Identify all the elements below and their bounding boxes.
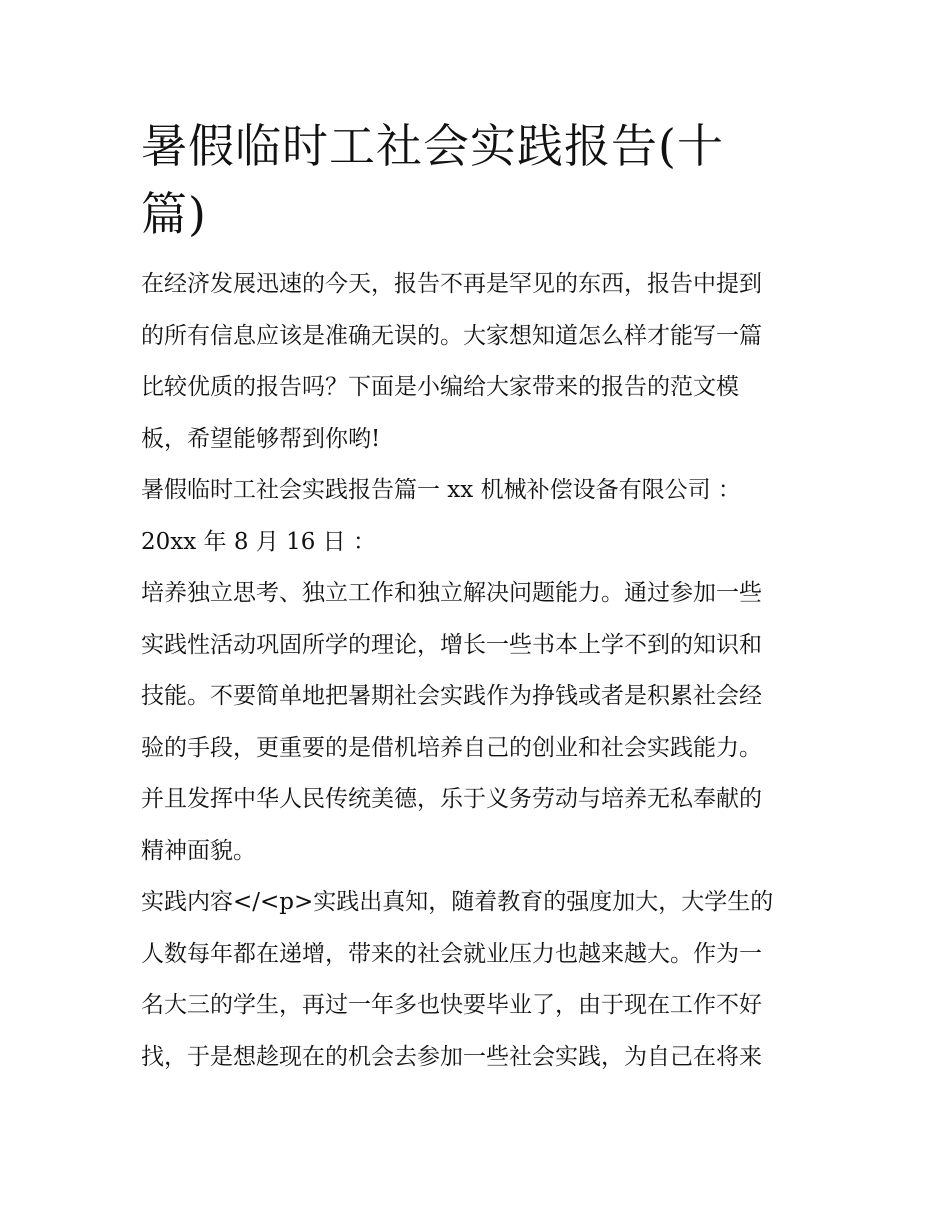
paragraph-line: 的所有信息应该是准确无误的。大家想知道怎么样才能写一篇 — [141, 322, 762, 349]
title-line: 暑假临时工社会实践报告(十 — [141, 119, 724, 173]
paragraph-line: 技能。不要简单地把暑期社会实践作为挣钱或者是积累社会经 — [141, 683, 762, 709]
paragraph-line: 实践内容</<p>实践出真知，随着教育的强度加大，大学生的 — [141, 889, 774, 915]
paragraph-line: 精神面貌。 — [141, 837, 256, 864]
document-title — [141, 112, 813, 248]
paragraph-line: 实践性活动巩固所学的理论，增长一些书本上学不到的知识和 — [141, 631, 762, 658]
paragraph-line: 比较优质的报告吗？下面是小编给大家带来的报告的范文模 — [141, 374, 739, 400]
paragraph-line: 并且发挥中华人民传统美德，乐于义务劳动与培养无私奉献的 — [141, 786, 762, 812]
paragraph-line: 找，于是想趁现在的机会去参加一些社会实践，为自己在将来 — [141, 1043, 762, 1070]
paragraph-line: 20xx 年 8 月 16 日 ： — [141, 528, 376, 555]
paragraph-line: 培养独立思考、独立工作和独立解决问题能力。通过参加一些 — [141, 580, 762, 606]
paragraph-line: 暑假临时工社会实践报告篇一 xx 机械补偿设备有限公司 ： — [141, 477, 741, 503]
paragraph-line: 人数每年都在递增，带来的社会就业压力也越来越大。作为一 — [141, 940, 762, 967]
paragraph-line: 验的手段，更重要的是借机培养自己的创业和社会实践能力。 — [141, 734, 762, 761]
paragraph-line: 在经济发展迅速的今天，报告不再是罕见的东西，报告中提到 — [141, 271, 762, 297]
paragraph-line: 名大三的学生，再过一年多也快要毕业了，由于现在工作不好 — [141, 992, 762, 1018]
title-line: 篇) — [141, 187, 207, 241]
paragraph-line: 板，希望能够帮到你哟! — [141, 425, 381, 452]
document-content — [141, 112, 813, 1083]
